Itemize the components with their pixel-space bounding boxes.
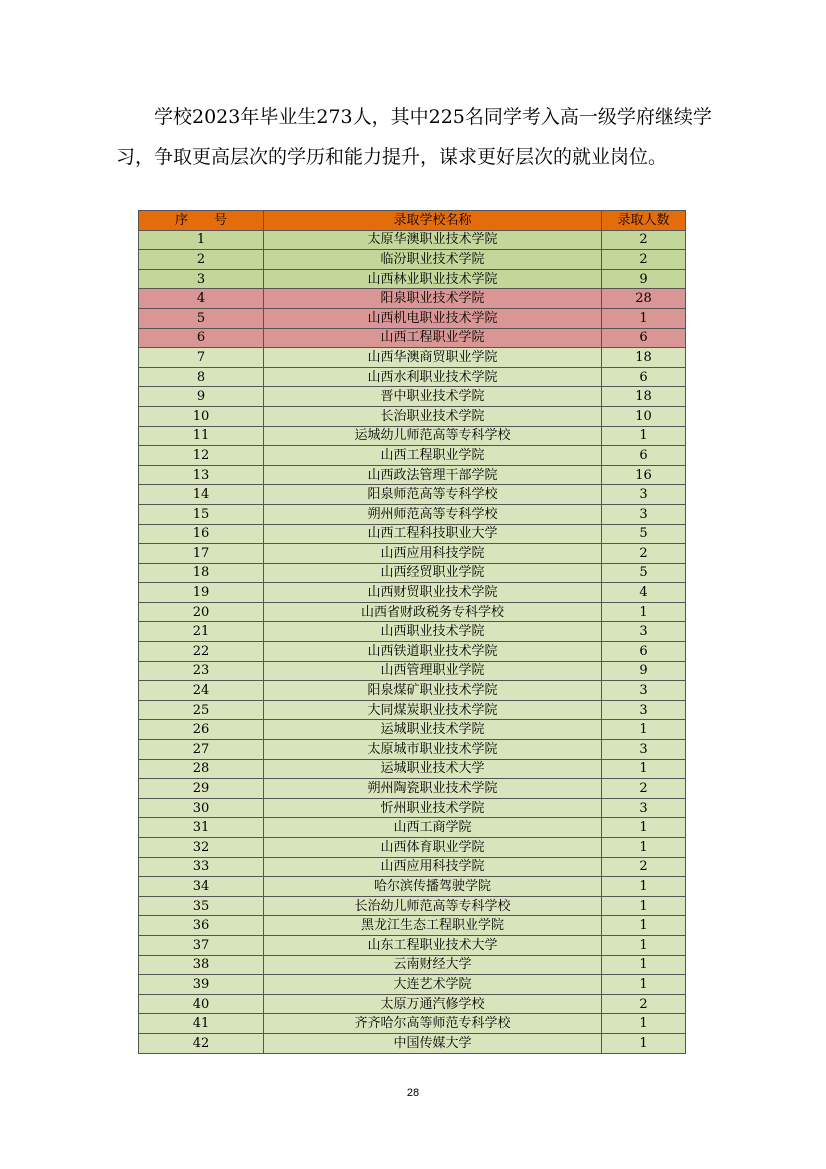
table-row <box>139 1014 686 1034</box>
row-serial-number: 21 <box>139 622 264 642</box>
table-row <box>139 857 686 877</box>
table-row <box>139 544 686 564</box>
table-row <box>139 524 686 544</box>
header-admitted-count: 录取人数 <box>602 211 686 231</box>
table-body <box>139 230 686 1053</box>
table-row <box>139 935 686 955</box>
row-serial-number: 8 <box>139 367 264 387</box>
row-school-name: 临汾职业技术学院 <box>264 250 602 270</box>
row-admitted-count: 18 <box>602 387 686 407</box>
table-row <box>139 583 686 603</box>
row-admitted-count: 2 <box>602 857 686 877</box>
table-row <box>139 387 686 407</box>
table-row <box>139 269 686 289</box>
row-serial-number: 13 <box>139 465 264 485</box>
row-serial-number: 42 <box>139 1033 264 1053</box>
row-serial-number: 16 <box>139 524 264 544</box>
row-school-name: 山西政法管理干部学院 <box>264 465 602 485</box>
table-row <box>139 602 686 622</box>
header-serial-number: 序 号 <box>139 211 264 231</box>
row-serial-number: 2 <box>139 250 264 270</box>
row-serial-number: 31 <box>139 818 264 838</box>
row-serial-number: 23 <box>139 661 264 681</box>
row-serial-number: 19 <box>139 583 264 603</box>
row-serial-number: 22 <box>139 642 264 662</box>
row-school-name: 运城职业技术学院 <box>264 720 602 740</box>
row-school-name: 运城职业技术大学 <box>264 759 602 779</box>
row-school-name: 长治职业技术学院 <box>264 406 602 426</box>
header-school-name: 录取学校名称 <box>264 211 602 231</box>
row-admitted-count: 9 <box>602 661 686 681</box>
table-row <box>139 681 686 701</box>
row-school-name: 山西华澳商贸职业学院 <box>264 348 602 368</box>
row-school-name: 山西林业职业技术学院 <box>264 269 602 289</box>
row-admitted-count: 3 <box>602 798 686 818</box>
row-school-name: 山西工程职业学院 <box>264 446 602 466</box>
row-school-name: 朔州师范高等专科学校 <box>264 504 602 524</box>
row-school-name: 晋中职业技术学院 <box>264 387 602 407</box>
row-serial-number: 41 <box>139 1014 264 1034</box>
row-serial-number: 33 <box>139 857 264 877</box>
row-serial-number: 25 <box>139 700 264 720</box>
row-school-name: 山西工程职业学院 <box>264 328 602 348</box>
row-school-name: 阳泉煤矿职业技术学院 <box>264 681 602 701</box>
row-admitted-count: 18 <box>602 348 686 368</box>
row-admitted-count: 1 <box>602 935 686 955</box>
row-school-name: 山西工商学院 <box>264 818 602 838</box>
row-school-name: 山东工程职业技术大学 <box>264 935 602 955</box>
table-row <box>139 642 686 662</box>
row-school-name: 山西工程科技职业大学 <box>264 524 602 544</box>
table-row <box>139 975 686 995</box>
table-row <box>139 250 686 270</box>
row-serial-number: 18 <box>139 563 264 583</box>
row-school-name: 山西管理职业学院 <box>264 661 602 681</box>
row-school-name: 山西应用科技学院 <box>264 544 602 564</box>
row-serial-number: 7 <box>139 348 264 368</box>
row-serial-number: 4 <box>139 289 264 309</box>
table-row <box>139 308 686 328</box>
row-serial-number: 24 <box>139 681 264 701</box>
row-admitted-count: 3 <box>602 700 686 720</box>
table-row <box>139 994 686 1014</box>
row-serial-number: 27 <box>139 740 264 760</box>
row-school-name: 运城幼儿师范高等专科学校 <box>264 426 602 446</box>
row-serial-number: 15 <box>139 504 264 524</box>
row-admitted-count: 1 <box>602 426 686 446</box>
table-row <box>139 661 686 681</box>
row-school-name: 阳泉师范高等专科学校 <box>264 485 602 505</box>
table-header-row <box>139 211 686 231</box>
table-row <box>139 916 686 936</box>
admission-table <box>138 210 686 1054</box>
row-serial-number: 36 <box>139 916 264 936</box>
table-row <box>139 838 686 858</box>
row-school-name: 忻州职业技术学院 <box>264 798 602 818</box>
row-admitted-count: 3 <box>602 504 686 524</box>
table-row <box>139 348 686 368</box>
row-admitted-count: 5 <box>602 563 686 583</box>
table-row <box>139 896 686 916</box>
row-admitted-count: 1 <box>602 308 686 328</box>
table-row <box>139 779 686 799</box>
row-serial-number: 20 <box>139 602 264 622</box>
row-serial-number: 26 <box>139 720 264 740</box>
row-admitted-count: 1 <box>602 720 686 740</box>
row-serial-number: 10 <box>139 406 264 426</box>
table-row <box>139 367 686 387</box>
row-serial-number: 1 <box>139 230 264 250</box>
row-admitted-count: 6 <box>602 446 686 466</box>
table-row <box>139 1033 686 1053</box>
page-number: 28 <box>406 1087 420 1099</box>
row-serial-number: 34 <box>139 877 264 897</box>
row-admitted-count: 3 <box>602 622 686 642</box>
row-admitted-count: 3 <box>602 681 686 701</box>
row-admitted-count: 1 <box>602 1033 686 1053</box>
row-serial-number: 38 <box>139 955 264 975</box>
table-row <box>139 740 686 760</box>
row-school-name: 山西财贸职业技术学院 <box>264 583 602 603</box>
row-admitted-count: 1 <box>602 818 686 838</box>
table-row <box>139 504 686 524</box>
table-row <box>139 328 686 348</box>
row-admitted-count: 6 <box>602 328 686 348</box>
row-school-name: 山西职业技术学院 <box>264 622 602 642</box>
row-school-name: 山西体育职业学院 <box>264 838 602 858</box>
row-admitted-count: 10 <box>602 406 686 426</box>
row-school-name: 山西水利职业技术学院 <box>264 367 602 387</box>
row-school-name: 朔州陶瓷职业技术学院 <box>264 779 602 799</box>
row-admitted-count: 1 <box>602 955 686 975</box>
row-school-name: 山西应用科技学院 <box>264 857 602 877</box>
table-row <box>139 700 686 720</box>
row-school-name: 阳泉职业技术学院 <box>264 289 602 309</box>
table-row <box>139 289 686 309</box>
row-serial-number: 28 <box>139 759 264 779</box>
row-school-name: 太原万通汽修学校 <box>264 994 602 1014</box>
row-school-name: 山西省财政税务专科学校 <box>264 602 602 622</box>
row-school-name: 山西经贸职业学院 <box>264 563 602 583</box>
table-row <box>139 406 686 426</box>
row-school-name: 大同煤炭职业技术学院 <box>264 700 602 720</box>
row-school-name: 哈尔滨传播驾驶学院 <box>264 877 602 897</box>
row-serial-number: 29 <box>139 779 264 799</box>
row-school-name: 山西铁道职业技术学院 <box>264 642 602 662</box>
table-row <box>139 818 686 838</box>
row-admitted-count: 1 <box>602 838 686 858</box>
row-admitted-count: 1 <box>602 916 686 936</box>
row-admitted-count: 1 <box>602 877 686 897</box>
row-serial-number: 39 <box>139 975 264 995</box>
row-school-name: 太原华澳职业技术学院 <box>264 230 602 250</box>
row-serial-number: 30 <box>139 798 264 818</box>
table-row <box>139 955 686 975</box>
row-school-name: 大连艺术学院 <box>264 975 602 995</box>
row-serial-number: 32 <box>139 838 264 858</box>
row-serial-number: 40 <box>139 994 264 1014</box>
row-serial-number: 12 <box>139 446 264 466</box>
row-admitted-count: 2 <box>602 250 686 270</box>
table-row <box>139 622 686 642</box>
row-admitted-count: 6 <box>602 367 686 387</box>
row-admitted-count: 6 <box>602 642 686 662</box>
row-school-name: 中国传媒大学 <box>264 1033 602 1053</box>
row-admitted-count: 4 <box>602 583 686 603</box>
table-row <box>139 465 686 485</box>
row-admitted-count: 9 <box>602 269 686 289</box>
row-school-name: 太原城市职业技术学院 <box>264 740 602 760</box>
table-row <box>139 485 686 505</box>
row-school-name: 齐齐哈尔高等师范专科学校 <box>264 1014 602 1034</box>
row-admitted-count: 2 <box>602 544 686 564</box>
row-admitted-count: 5 <box>602 524 686 544</box>
row-school-name: 山西机电职业技术学院 <box>264 308 602 328</box>
row-serial-number: 6 <box>139 328 264 348</box>
table-row <box>139 230 686 250</box>
row-admitted-count: 3 <box>602 485 686 505</box>
row-admitted-count: 16 <box>602 465 686 485</box>
row-serial-number: 9 <box>139 387 264 407</box>
table-row <box>139 563 686 583</box>
row-admitted-count: 2 <box>602 994 686 1014</box>
row-admitted-count: 1 <box>602 759 686 779</box>
row-admitted-count: 3 <box>602 740 686 760</box>
row-admitted-count: 28 <box>602 289 686 309</box>
intro-paragraph: 学校2023年毕业生273人，其中225名同学考入高一级学府继续学习，争取更高层次的学历和能力提升，谋求更好层次的就业岗位。 <box>116 106 712 168</box>
table-row <box>139 798 686 818</box>
row-serial-number: 35 <box>139 896 264 916</box>
table-row <box>139 426 686 446</box>
row-serial-number: 14 <box>139 485 264 505</box>
row-school-name: 黑龙江生态工程职业学院 <box>264 916 602 936</box>
row-admitted-count: 2 <box>602 230 686 250</box>
row-serial-number: 37 <box>139 935 264 955</box>
table-row <box>139 759 686 779</box>
row-admitted-count: 1 <box>602 1014 686 1034</box>
row-serial-number: 11 <box>139 426 264 446</box>
row-serial-number: 3 <box>139 269 264 289</box>
row-serial-number: 17 <box>139 544 264 564</box>
row-admitted-count: 1 <box>602 896 686 916</box>
row-admitted-count: 2 <box>602 779 686 799</box>
row-school-name: 长治幼儿师范高等专科学校 <box>264 896 602 916</box>
row-school-name: 云南财经大学 <box>264 955 602 975</box>
row-admitted-count: 1 <box>602 602 686 622</box>
row-serial-number: 5 <box>139 308 264 328</box>
row-admitted-count: 1 <box>602 975 686 995</box>
table-row <box>139 446 686 466</box>
table-row <box>139 877 686 897</box>
table-row <box>139 720 686 740</box>
